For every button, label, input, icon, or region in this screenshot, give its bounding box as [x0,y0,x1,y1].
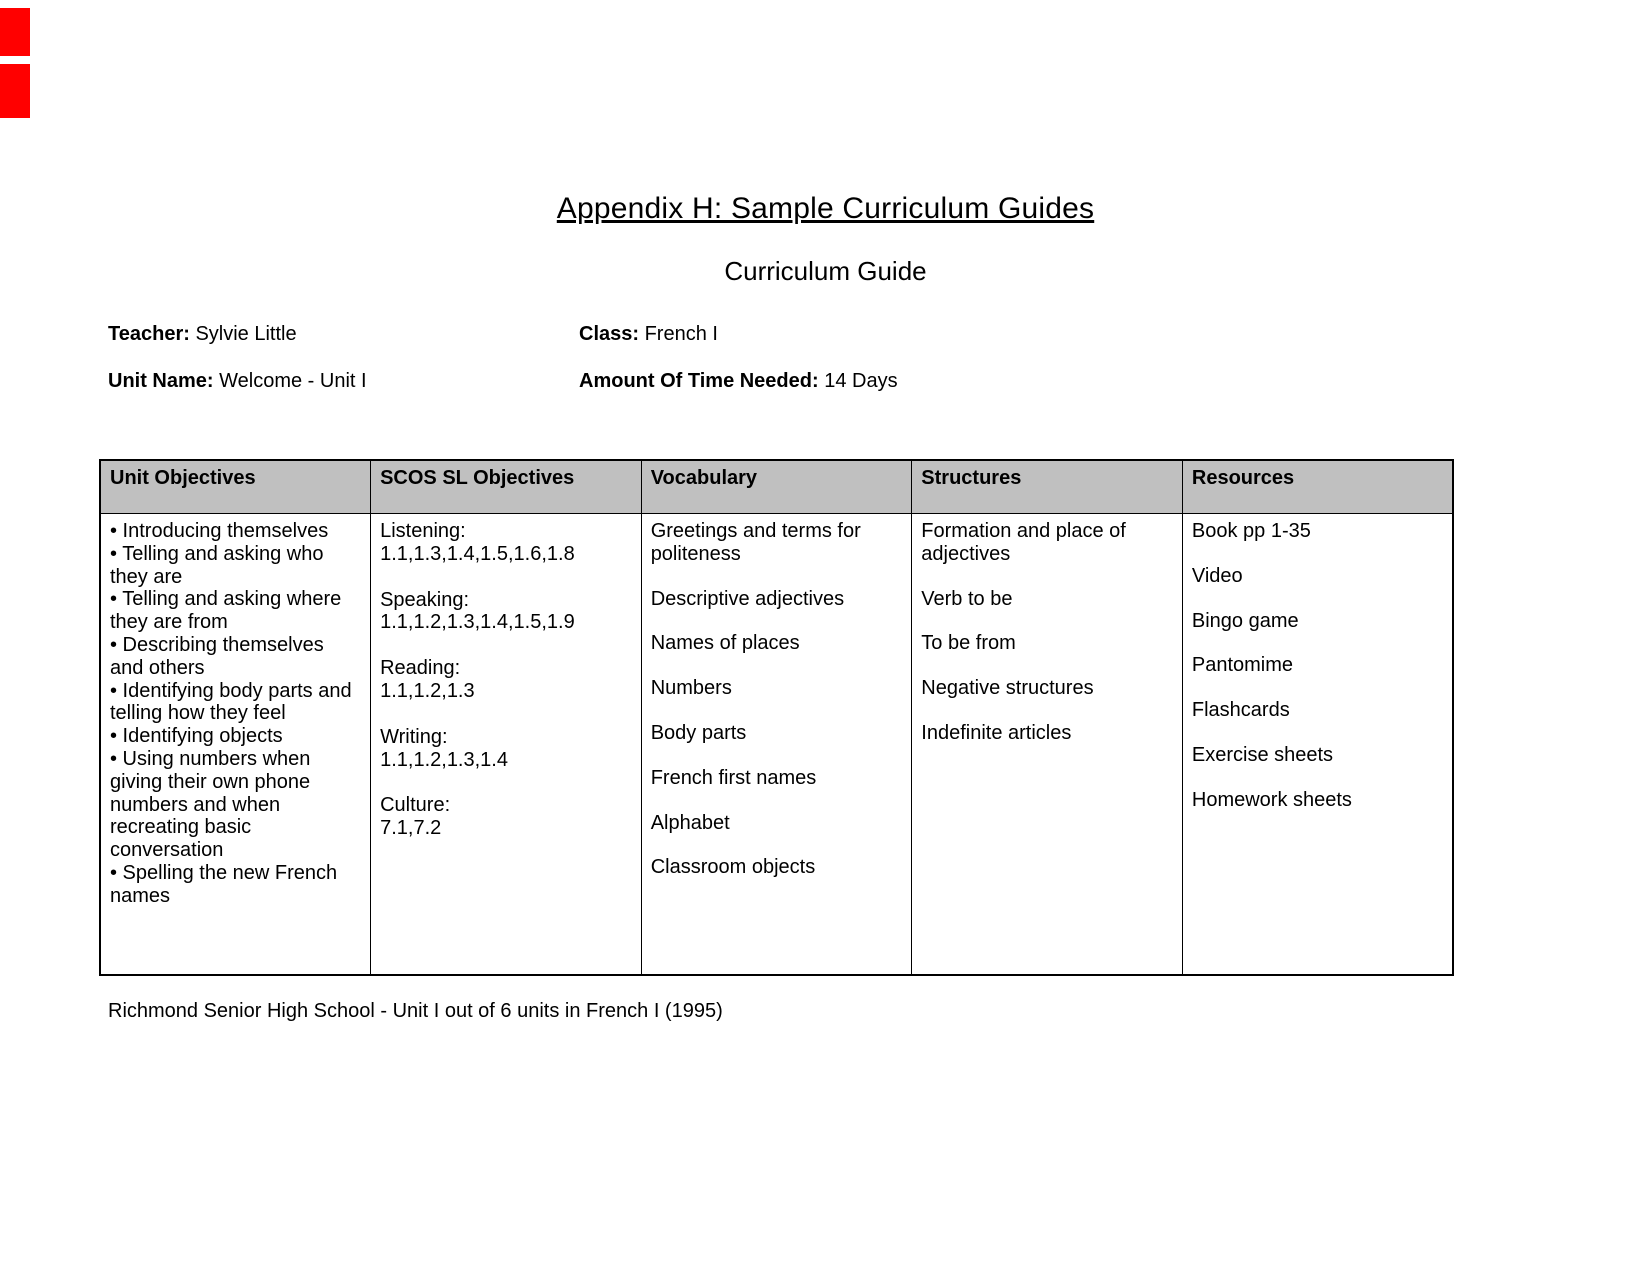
objective-item: • Identifying body parts and telling how they feel [110,679,352,725]
table-header-cell: Resources [1182,460,1453,514]
scos-skill-label: Reading: [380,657,461,680]
table-header-cell: Structures [912,460,1183,514]
teacher-field [108,323,579,346]
scos-skill-codes: 1.1,1.2,1.3,1.4 [380,748,508,771]
scos-skill-codes: 1.1,1.2,1.3 [380,679,475,702]
class-value: French I [644,323,718,345]
table-header-cell: Vocabulary [641,460,912,514]
unit-name-value: Welcome - Unit I [219,370,367,392]
vocabulary-cell [641,514,912,976]
vocabulary-item: Numbers [650,677,732,700]
resource-item: Video [1191,564,1243,587]
table-header-row [100,460,1453,514]
page-subtitle: Curriculum Guide [724,256,927,286]
structure-item: Formation and place of adjectives [921,520,1126,565]
structure-item: Negative structures [921,677,1094,700]
resources-cell [1182,514,1453,976]
red-edge-mark [0,64,30,118]
vocabulary-item: Descriptive adjectives [650,587,845,610]
scos-group [380,657,632,703]
vocabulary-item: Alphabet [650,811,730,834]
teacher-value: Sylvie Little [195,323,297,345]
curriculum-table [99,459,1454,976]
scos-objectives-list [380,520,632,840]
meta-row-teacher-class [99,323,1552,346]
time-needed-value: 14 Days [824,370,898,392]
objective-item: • Identifying objects [110,725,283,748]
table-header-cell: Unit Objectives [100,460,371,514]
resource-item: Flashcards [1191,699,1290,722]
class-label: Class: [579,323,640,345]
scos-skill-codes: 7.1,7.2 [380,817,442,840]
scos-group [380,589,632,635]
vocabulary-list [651,520,903,879]
resource-item: Homework sheets [1191,788,1352,811]
vocabulary-item: Names of places [650,632,800,655]
unit-name-field [108,370,579,393]
resource-item: Book pp 1-35 [1191,520,1311,542]
objective-item: • Describing themselves and others [110,633,324,679]
resources-list [1192,520,1443,812]
scos-skill-codes: 1.1,1.2,1.3,1.4,1.5,1.9 [380,611,575,634]
curriculum-table-head [100,460,1453,514]
objective-item: • Spelling the new French names [110,861,338,907]
meta-row-unit-time [99,370,1552,393]
objective-item: • Telling and asking where they are from [110,588,342,634]
scos-objectives-cell [371,514,642,976]
red-edge-mark [0,8,30,56]
vocabulary-item: Body parts [650,721,747,744]
class-field [579,323,718,346]
curriculum-table-body [100,514,1453,976]
scos-group [380,794,632,840]
scos-group [380,520,632,566]
structure-item: Indefinite articles [921,721,1072,744]
objective-item: • Introducing themselves [110,520,329,542]
table-body-row [100,514,1453,976]
resource-item: Pantomime [1191,654,1294,677]
scos-group [380,726,632,772]
structure-item: Verb to be [921,587,1013,610]
unit-objectives-list [110,520,361,908]
objective-item: • Using numbers when giving their own phone numbers and when recreating basic conversation [110,747,311,862]
unit-name-label: Unit Name: [108,370,214,392]
vocabulary-item: Classroom objects [650,856,816,879]
footer-note: Richmond Senior High School - Unit I out of 6 units in French I (1995) [108,1000,723,1022]
structures-list [921,520,1173,745]
unit-objectives-cell [100,514,371,976]
time-needed-field [579,370,898,393]
scos-skill-label: Speaking: [380,588,470,611]
structures-cell [912,514,1183,976]
time-needed-label: Amount Of Time Needed: [579,370,819,392]
scos-skill-label: Listening: [380,520,466,542]
vocabulary-item: Greetings and terms for politeness [650,520,861,565]
page-title: Appendix H: Sample Curriculum Guides [556,192,1095,225]
scos-skill-label: Writing: [380,725,448,748]
resource-item: Exercise sheets [1191,743,1334,766]
structure-item: To be from [921,632,1016,655]
resource-item: Bingo game [1191,609,1299,632]
table-header-cell: SCOS SL Objectives [371,460,642,514]
teacher-label: Teacher: [108,323,190,345]
objective-item: • Telling and asking who they are [110,542,324,588]
scos-skill-label: Culture: [380,794,451,817]
scos-skill-codes: 1.1,1.3,1.4,1.5,1.6,1.8 [380,542,575,565]
vocabulary-item: French first names [650,766,817,789]
